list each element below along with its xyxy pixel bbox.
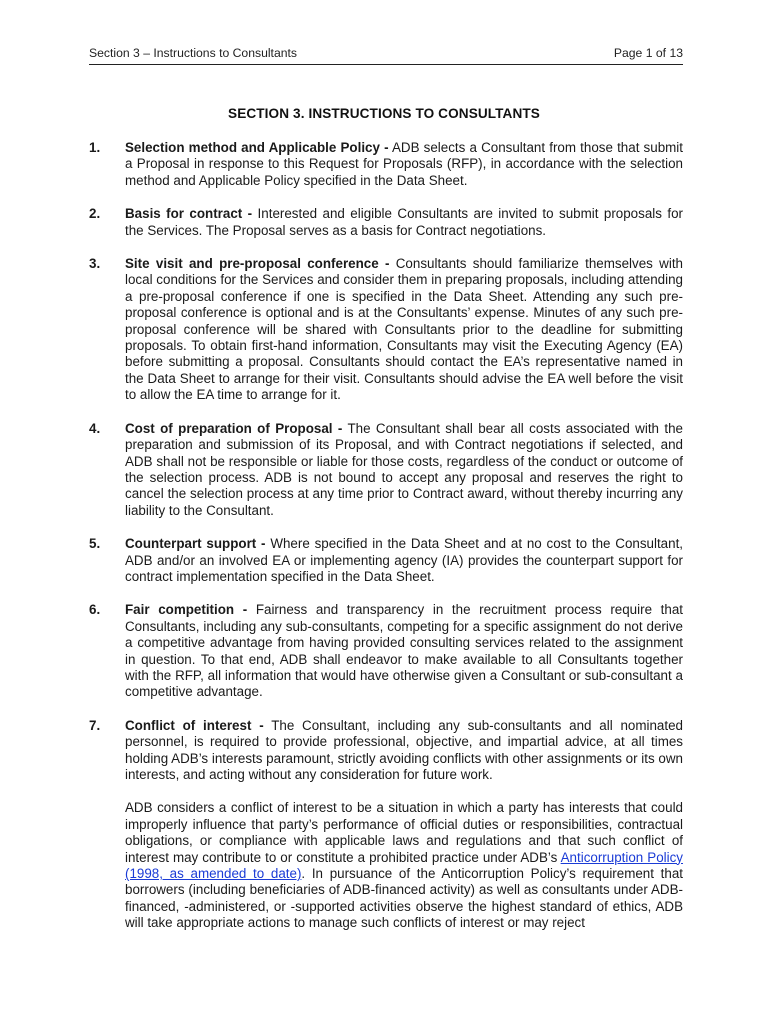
header-section-label: Section 3 – Instructions to Consultants [89, 46, 297, 60]
clause-text: Fairness and transparency in the recruitment process require that Consultants, including any sub-consultants, competing for a specific assignment do not derive a competitive advantage from having provided consulting services related to the assignment in question. To that end, ADB shall endeavor to make available to all Consultants together with the RFP, all information that would have otherwise given a Consultant or sub-consultant a competitive advantage. [125, 602, 683, 700]
conflict-of-interest-paragraph [125, 800, 683, 931]
section-title: SECTION 3. INSTRUCTIONS TO CONSULTANTS [228, 106, 540, 121]
clause-heading: Fair competition - [125, 602, 248, 618]
clause-text: Where specified in the Data Sheet and at no cost to the Consultant, ADB and/or an involved EA or implementing agency (IA) provides the counterpart support for contract implementation specified in the Data Sheet. [125, 536, 684, 584]
clause-5 [89, 536, 683, 585]
clause-text: Consultants should familiarize themselves with local conditions for the Services and consider them in preparing proposals, including attending a pre-proposal conference if one is specified in the Data Sheet. Attending any such pre-proposal conference is optional and is at the Consultants’ expense. Minutes of any such pre-proposal conference will be shared with Consultants prior to the deadline for submitting proposals. To obtain first-hand information, Consultants may visit the Executing Agency (EA) before submitting a proposal. Consultants should contact the EA’s representative named in the Data Sheet to arrange for their visit. Consultants should advise the EA well before the visit to allow the EA time to arrange for it. [125, 256, 683, 403]
clause-number: 1. [89, 140, 101, 155]
clause-text: The Consultant shall bear all costs associated with the preparation and submission of its Proposal, and with Contract negotiations if selected, and ADB shall not be responsible or liable for those costs, regardless of the conduct or outcome of the selection process. ADB is not bound to accept any proposal and reserves the right to cancel the selection process at any time prior to Contract award, without thereby incurring any liability to the Consultant. [125, 420, 683, 518]
clause-heading: Selection method and Applicable Policy - [125, 140, 389, 155]
clause-body [125, 536, 683, 585]
clause-4 [89, 421, 683, 519]
paragraph-text: . In pursuance of the Anticorruption Policy’s requirement that borrowers (including beneficiaries of ADB-financed activity) as well as consultants under ADB-financed, -administered, or -supported activities observe the highest standard of ethics, ADB will take appropriate actions to manage such conflicts of interest or may reject [125, 866, 683, 931]
clause-body [125, 206, 683, 239]
clause-heading: Conflict of interest - [125, 717, 264, 733]
clause-1 [89, 140, 683, 189]
clause-number: 7. [89, 717, 101, 733]
clause-number: 4. [89, 420, 101, 436]
clause-3 [89, 256, 683, 404]
clause-heading: Site visit and pre-proposal conference - [125, 256, 390, 272]
running-header [89, 44, 683, 65]
clause-text: Interested and eligible Consultants are invited to submit proposals for the Services. The Proposal serves as a basis for Contract negotiations. [125, 206, 683, 238]
clause-body [125, 421, 683, 519]
clause-body [125, 718, 683, 784]
clause-heading: Cost of preparation of Proposal - [125, 420, 343, 436]
clause-heading: Counterpart support - [125, 536, 266, 552]
clause-7 [89, 718, 683, 784]
clause-body [125, 140, 683, 189]
anticorruption-policy-link[interactable]: Anticorruption Policy (1998, as amended to date) [125, 849, 683, 882]
clause-text: ADB selects a Consultant from those that submit a Proposal in response to this Request for Proposals (RFP), in accordance with the selection method and Applicable Policy specified in the Data Sheet. [125, 140, 683, 188]
clause-6 [89, 602, 683, 700]
clause-body [125, 256, 683, 404]
header-page-number: Page 1 of 13 [613, 46, 683, 60]
clause-body [125, 602, 683, 700]
clause-number: 5. [89, 536, 101, 552]
clause-number: 3. [89, 256, 101, 272]
clause-heading: Basis for contract - [125, 206, 253, 222]
clause-list [89, 140, 683, 945]
paragraph-text: ADB considers a conflict of interest to be a situation in which a party has interests that could improperly influence that party’s performance of official duties or responsibilities, contractual obligations, or compliance with applicable laws and regulations and that such conflict of interest may contribute to or constitute a prohibited practice under ADB’s [125, 800, 683, 865]
clause-text: The Consultant, including any sub-consultants and all nominated personnel, is required to provide professional, objective, and impartial advice, at all times holding ADB’s interests paramount, strictly avoiding conflicts with other assignments or its own interests, and acting without any consideration for future work. [125, 717, 683, 782]
clause-number: 2. [89, 206, 101, 222]
clause-number: 6. [89, 602, 101, 618]
clause-2 [89, 206, 683, 239]
